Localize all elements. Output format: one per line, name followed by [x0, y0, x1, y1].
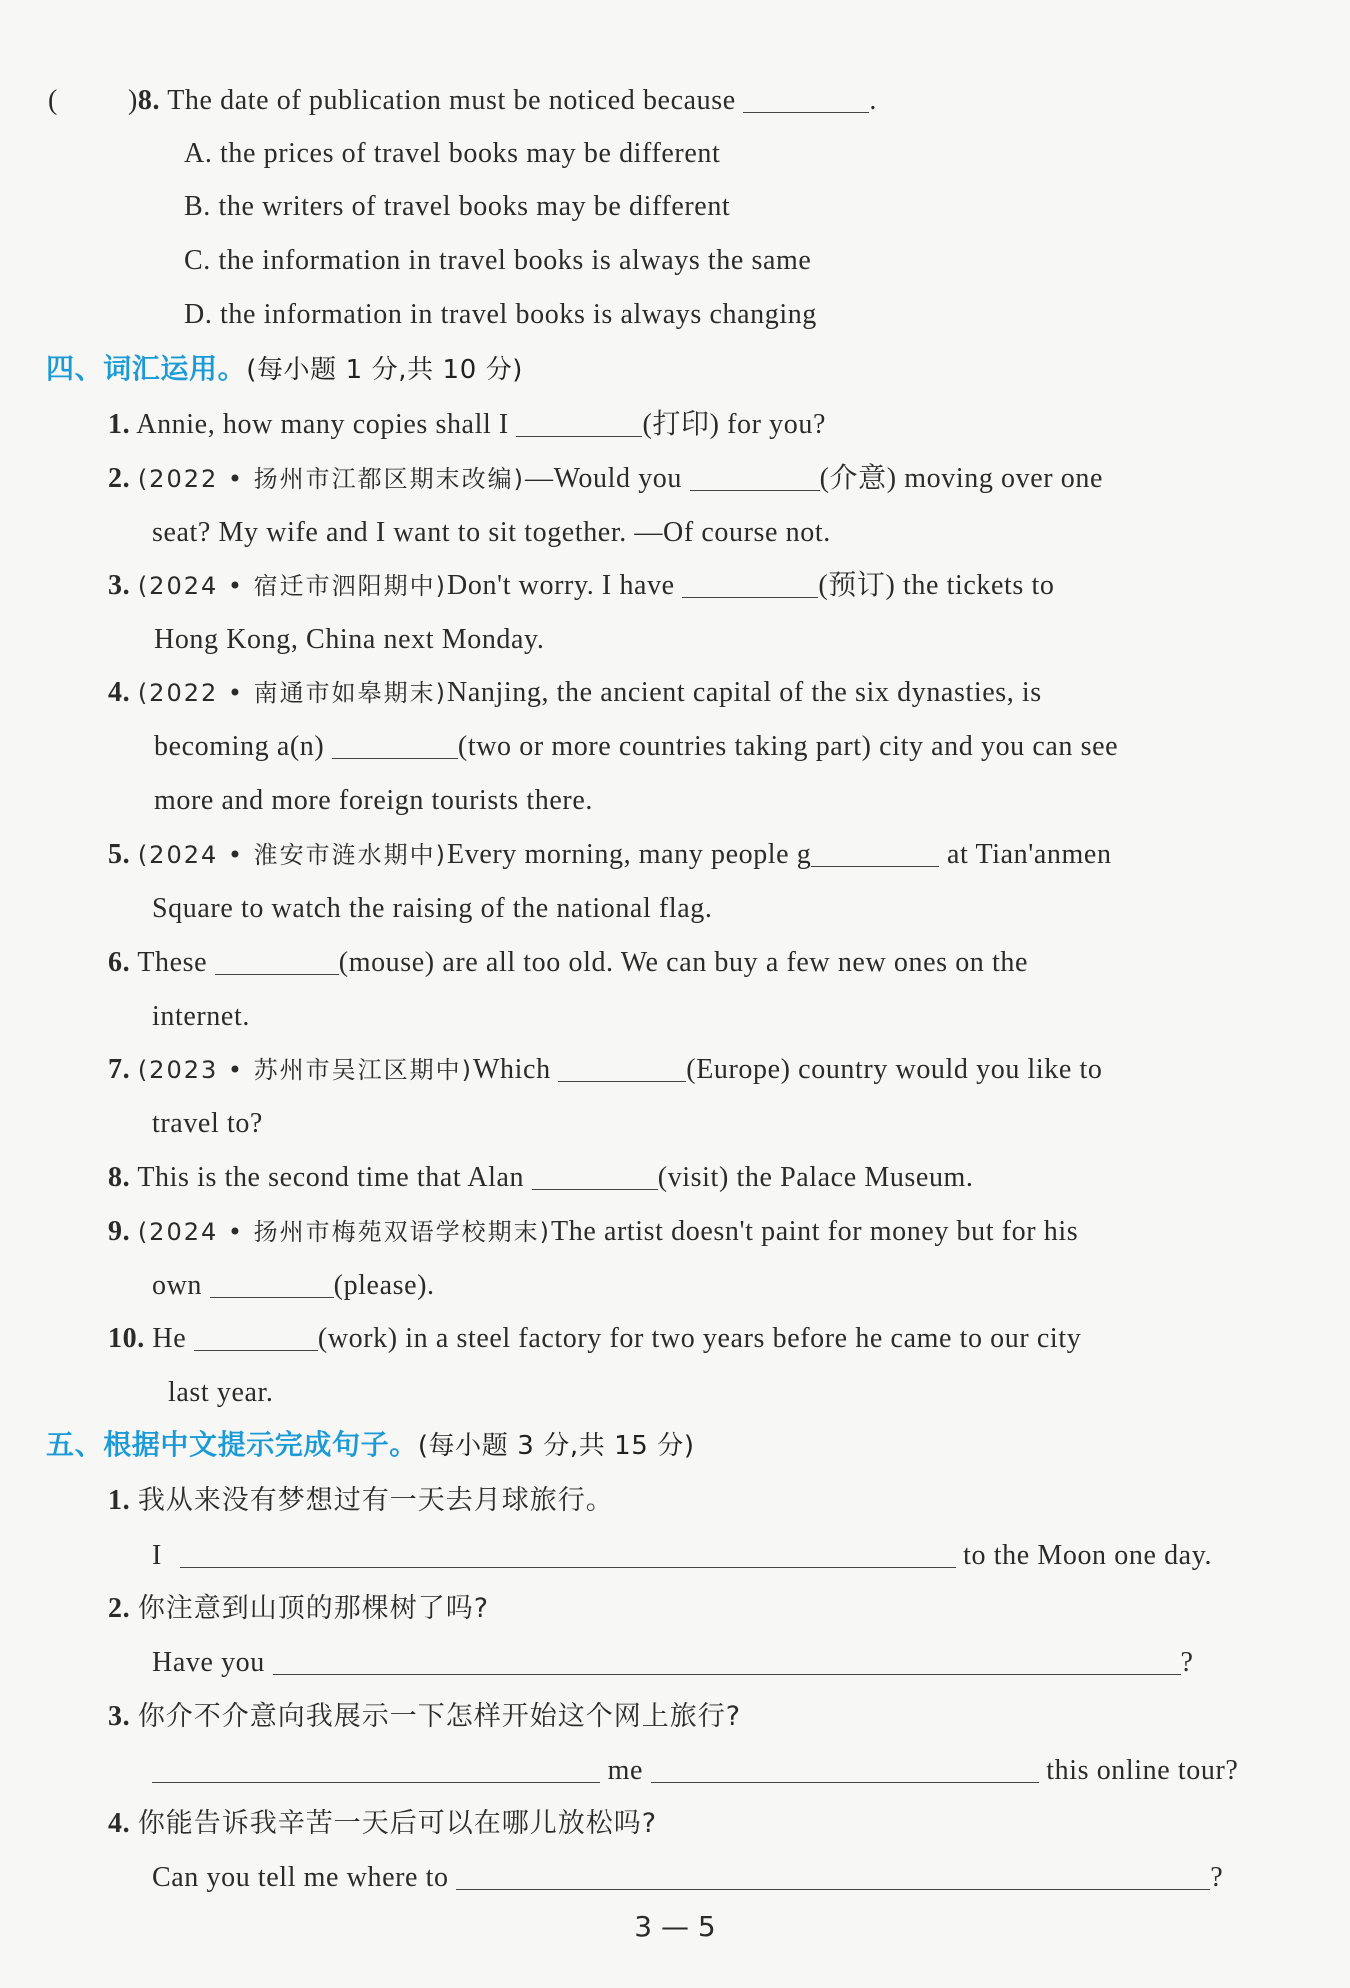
- chinese-prompt: 你介不介意向我展示一下怎样开始这个网上旅行?: [137, 1701, 742, 1732]
- item-text: These: [137, 947, 208, 978]
- item-text: own: [152, 1270, 203, 1301]
- item-text: Annie, how many copies shall I: [136, 409, 509, 440]
- item-text: to the Moon one day.: [963, 1540, 1213, 1571]
- item-text: (预订) the tickets to: [818, 570, 1055, 601]
- item-text: He: [152, 1323, 187, 1354]
- vocab-item-4-line2: [154, 730, 1118, 764]
- option-d: D. the information in travel books is always changing: [184, 299, 817, 330]
- item-number: 4.: [108, 1808, 131, 1839]
- answer-bracket[interactable]: [58, 89, 128, 113]
- item-text: The artist doesn't paint for money but for his: [551, 1216, 1079, 1247]
- answer-blank[interactable]: [456, 1865, 1210, 1890]
- item-text: Can you tell me where to: [152, 1862, 449, 1893]
- item-number: 3.: [108, 1701, 131, 1732]
- item-number: 2.: [108, 463, 131, 494]
- translate-item-2-prompt: [108, 1592, 489, 1626]
- item-number: 2.: [108, 1593, 131, 1624]
- answer-blank[interactable]: [811, 842, 939, 867]
- vocab-item-7: [108, 1053, 1102, 1087]
- question-number: 8.: [137, 85, 161, 116]
- answer-blank[interactable]: [180, 1543, 956, 1568]
- item-text: Which: [473, 1054, 551, 1085]
- item-text: —Would you: [525, 463, 682, 494]
- vocab-item-10: [108, 1322, 1081, 1356]
- answer-blank[interactable]: [516, 412, 642, 437]
- vocab-item-4-line3: more and more foreign tourists there.: [154, 785, 593, 816]
- item-text: (介意) moving over one: [819, 463, 1103, 494]
- item-number: 5.: [108, 839, 131, 870]
- item-text: Every morning, many people g: [447, 839, 812, 870]
- item-text: (mouse) are all too old. We can buy a few new ones on the: [338, 947, 1029, 978]
- item-text: ?: [1180, 1647, 1194, 1678]
- item-text: (please).: [333, 1270, 435, 1301]
- answer-paren-close: ): [127, 85, 138, 116]
- translate-item-1-prompt: [108, 1484, 614, 1518]
- item-text: Don't worry. I have: [447, 570, 675, 601]
- vocab-item-3: [108, 569, 1054, 603]
- answer-paren-open: (: [48, 85, 58, 116]
- section-score-note: (每小题 3 分,共 15 分): [417, 1431, 695, 1461]
- item-text: at Tian'anmen: [947, 839, 1112, 870]
- answer-blank[interactable]: [651, 1758, 1039, 1783]
- item-text: Nanjing, the ancient capital of the six dynasties, is: [447, 677, 1042, 708]
- item-source: (2022 • 南通市如皋期末): [137, 679, 448, 707]
- vocab-item-1: [108, 408, 826, 442]
- section-title: 四、词汇运用。: [46, 352, 247, 385]
- item-source: (2024 • 宿迁市泗阳期中): [137, 572, 448, 600]
- chinese-prompt: 我从来没有梦想过有一天去月球旅行。: [137, 1485, 614, 1516]
- item-text: (work) in a steel factory for two years before he came to our city: [317, 1323, 1082, 1354]
- answer-blank[interactable]: [682, 573, 818, 598]
- item-source: (2023 • 苏州市吴江区期中): [137, 1056, 474, 1084]
- vocab-item-3-cont: Hong Kong, China next Monday.: [154, 624, 545, 655]
- vocab-item-6: [108, 946, 1028, 980]
- answer-blank[interactable]: [532, 1165, 658, 1190]
- translate-item-2-answer: [152, 1646, 1194, 1680]
- vocab-item-6-cont: internet.: [152, 1001, 250, 1032]
- vocab-item-10-cont: last year.: [168, 1377, 274, 1408]
- item-number: 6.: [108, 947, 131, 978]
- answer-blank[interactable]: [215, 950, 339, 975]
- mc-question-8: [48, 84, 877, 118]
- item-text: becoming a(n): [154, 731, 325, 762]
- item-text: (打印) for you?: [642, 409, 826, 440]
- item-number: 3.: [108, 570, 131, 601]
- item-number: 8.: [108, 1162, 131, 1193]
- answer-blank[interactable]: [210, 1273, 334, 1298]
- vocab-item-7-cont: travel to?: [152, 1108, 263, 1139]
- vocab-item-5: [108, 838, 1112, 872]
- vocab-item-8: [108, 1161, 974, 1195]
- chinese-prompt: 你注意到山顶的那棵树了吗?: [137, 1593, 490, 1624]
- translate-item-4-prompt: [108, 1807, 657, 1841]
- vocab-item-5-cont: Square to watch the raising of the national flag.: [152, 893, 713, 924]
- vocab-item-2-cont: seat? My wife and I want to sit together. —Of course not.: [152, 517, 831, 548]
- answer-blank[interactable]: [558, 1057, 686, 1082]
- item-text: (visit) the Palace Museum.: [657, 1162, 974, 1193]
- section-score-note: (每小题 1 分,共 10 分): [246, 355, 524, 385]
- section-4-heading: [46, 352, 523, 387]
- item-text: (two or more countries taking part) city and you can see: [457, 731, 1119, 762]
- answer-blank[interactable]: [152, 1758, 600, 1783]
- item-number: 1.: [108, 1485, 131, 1516]
- question-stem: The date of publication must be noticed because: [167, 85, 736, 116]
- translate-item-3-prompt: [108, 1700, 741, 1734]
- option-b: B. the writers of travel books may be different: [184, 191, 731, 222]
- item-text: Have you: [152, 1647, 265, 1678]
- item-number: 1.: [108, 409, 131, 440]
- option-c: C. the information in travel books is always the same: [184, 245, 812, 276]
- answer-blank[interactable]: [273, 1650, 1181, 1675]
- item-source: (2022 • 扬州市江都区期末改编): [137, 465, 526, 493]
- vocab-item-9: [108, 1215, 1078, 1249]
- answer-blank[interactable]: [743, 88, 869, 113]
- item-text: this online tour?: [1046, 1755, 1239, 1786]
- vocab-item-9-line2: [152, 1269, 435, 1303]
- answer-blank[interactable]: [194, 1326, 318, 1351]
- option-a: A. the prices of travel books may be different: [184, 138, 721, 169]
- section-5-heading: [46, 1428, 695, 1463]
- item-number: 9.: [108, 1216, 131, 1247]
- chinese-prompt: 你能告诉我辛苦一天后可以在哪儿放松吗?: [137, 1808, 658, 1839]
- item-number: 7.: [108, 1054, 131, 1085]
- item-number: 10.: [108, 1323, 145, 1354]
- item-text: me: [607, 1755, 644, 1786]
- page-number: 3 — 5: [634, 1910, 716, 1943]
- translate-item-4-answer: [152, 1861, 1223, 1895]
- item-source: (2024 • 淮安市涟水期中): [137, 841, 448, 869]
- item-source: (2024 • 扬州市梅苑双语学校期末): [137, 1218, 552, 1246]
- answer-blank[interactable]: [332, 734, 458, 759]
- item-text: ?: [1210, 1862, 1224, 1893]
- answer-blank[interactable]: [690, 466, 820, 491]
- vocab-item-2: [108, 462, 1103, 496]
- item-text: This is the second time that Alan: [137, 1162, 525, 1193]
- item-text: I: [152, 1540, 162, 1571]
- section-title: 五、根据中文提示完成句子。: [46, 1428, 418, 1461]
- translate-item-1-answer: [152, 1539, 1212, 1573]
- item-number: 4.: [108, 677, 131, 708]
- stem-period: .: [869, 85, 877, 116]
- vocab-item-4: [108, 676, 1042, 710]
- item-text: (Europe) country would you like to: [686, 1054, 1103, 1085]
- translate-item-3-answer: [152, 1754, 1238, 1788]
